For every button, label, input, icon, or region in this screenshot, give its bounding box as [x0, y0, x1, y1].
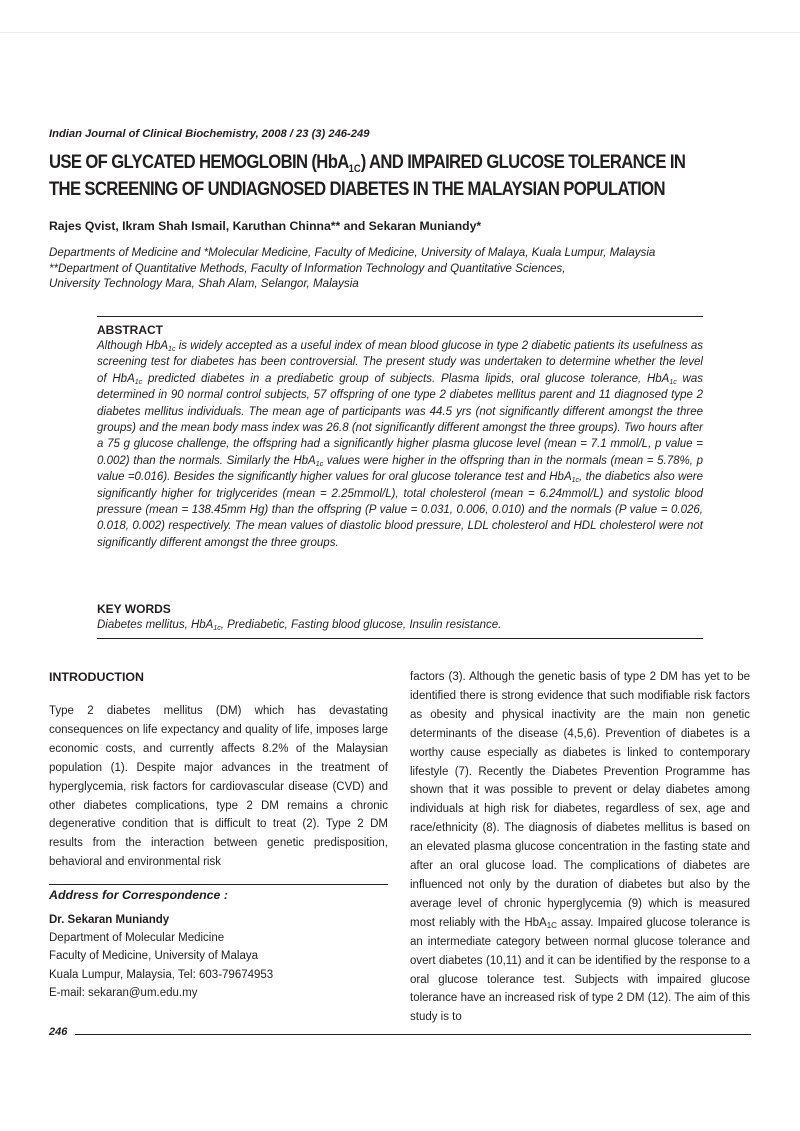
journal-citation: Indian Journal of Clinical Biochemistry, 2008 / 23 (3) 246-249 — [49, 128, 370, 140]
subscript: 1c — [315, 460, 324, 468]
abstract-fragment: Although HbA — [97, 340, 169, 352]
keywords-fragment: , Prediabetic, Fasting blood glucose, Insulin resistance. — [220, 619, 502, 631]
introduction-heading: INTRODUCTION — [49, 670, 144, 684]
affiliation-line: University Technology Mara, Shah Alam, Selangor, Malaysia — [49, 277, 359, 290]
abstract-top-rule — [97, 316, 703, 317]
abstract-fragment: , the diabetics also were significantly higher for triglycerides (mean = 2.25mmol/L), total cholesterol (mean = 6.24mmol/L) and systolic blood pressure (mean = 138.45mm Hg) than the offspring (P value = 0.031, 0.006, 0.010) and the normals (P value = 0.026, 0.018, 0.002) respectively. The mean values of diastolic blood pressure, LDL cholesterol and HDL cholesterol were not significantly different amongst the three groups. — [97, 471, 703, 549]
title-line-1 — [49, 150, 686, 177]
abstract-fragment: predicted diabetes in a prediabetic group of subjects. Plasma lipids, oral glucose tolerance, HbA — [142, 372, 670, 385]
address-line: Department of Molecular Medicine — [49, 932, 225, 945]
affiliation-line: Departments of Medicine and *Molecular Medicine, Faculty of Medicine, University of Malaya, Kuala Lumpur, Malaysia — [49, 246, 656, 259]
article-title — [49, 150, 686, 201]
correspondence-rule — [49, 884, 388, 885]
subscript: 1c — [134, 378, 143, 386]
subscript: 1c — [213, 625, 221, 632]
keywords-bottom-rule — [97, 638, 703, 639]
address-line: Faculty of Medicine, University of Malaya — [49, 950, 258, 963]
abstract-text — [97, 338, 703, 551]
title-text: USE OF GLYCATED HEMOGLOBIN (HbA — [49, 151, 349, 173]
subscript: 1c — [168, 346, 176, 353]
body-fragment: factors (3). Although the genetic basis of type 2 DM has yet to be identified there is strong evidence that such modifiable risk factors as obesity and physical inactivity are the main non genetic determinants of the disease (4,5,6). Prevention of diabetes is a worthy cause especially as diabetes is linked to contemporary lifestyle (7). Recently the Diabetes Prevention Programme has shown that it was possible to prevent or delay diabetes among individuals at high risk for diabetes, regardless of sex, age and race/ethnicity (8). The diagnosis of diabetes mellitus is based on an elevated plasma glucose concentration in the fasting state and after an oral glucose load. The complications of diabetes are influenced not only by the duration of diabetes but also by the average level of chronic hyperglycemia (9) which is measured most reliably with the HbA — [410, 671, 750, 929]
subscript: 1c — [669, 378, 677, 386]
top-border-line — [0, 32, 800, 33]
page-number: 246 — [49, 1026, 68, 1038]
body-fragment: assay. Impaired glucose tolerance is an intermediate category between normal glucose tolerance and overt diabetes (10,11) and it can be identified by the response to a oral glucose tolerance test. Subjects with impaired glucose tolerance have an increased risk of type 2 DM (12). The aim of this study is to — [410, 916, 750, 1024]
subscript: 1C — [546, 920, 557, 930]
title-subscript: 1C — [348, 163, 361, 175]
abstract-fragment: is widely accepted as a useful index of mean blood glucose in type 2 diabetic patients its usefulness as screening test for diabetes has been controversial. The present study was undertaken to determine whether the level of HbA — [97, 340, 703, 385]
email-line: E-mail: sekaran@um.edu.my — [49, 986, 198, 999]
keywords-heading: KEY WORDS — [97, 602, 171, 616]
abstract-heading: ABSTRACT — [97, 323, 163, 337]
correspondence-heading: Address for Correspondence : — [49, 888, 229, 902]
keywords-text — [97, 619, 501, 631]
abstract-fragment: values were higher in the offspring than in the normals (mean = 5.78%, p value =0.016). Besides the significantly higher values for oral glucose tolerance test and HbA — [97, 454, 703, 484]
subscript: 1c — [571, 477, 580, 485]
keywords-fragment: Diabetes mellitus, HbA — [97, 619, 214, 631]
title-line-2: THE SCREENING OF UNDIAGNOSED DIABETES IN THE MALAYSIAN POPULATION — [49, 178, 665, 200]
author-list: Rajes Qvist, Ikram Shah Ismail, Karuthan Chinna** and Sekaran Muniandy* — [49, 219, 482, 233]
affiliation-line: **Department of Quantitative Methods, Faculty of Information Technology and Quantitative Sciences, — [49, 261, 566, 275]
introduction-right-column — [410, 668, 750, 1027]
correspondence-address — [49, 911, 273, 1002]
abstract-fragment: was determined in 90 normal control subjects, 57 offspring of one type 2 diabetes mellitus parent and 11 diagnosed type 2 diabetes mellitus individuals. The mean age of participants was 44.5 yrs (not significantly different amongst the three groups) and the mean body mass index was 26.8 (not significantly different amongst the three groups). Two hours after a 75 g glucose challenge, the offspring had a significantly higher plasma glucose level (mean = 7.1 mmol/L, p value = 0.002) than the normals. Similarly the HbA — [97, 372, 703, 467]
address-line: Kuala Lumpur, Malaysia, Tel: 603-79674953 — [49, 968, 274, 981]
introduction-left-column: Type 2 diabetes mellitus (DM) which has devastating consequences on life expectancy and quality of life, imposes large economic costs, and currently affects 8.2% of the Malaysian population (1). Despite major advances in the treatment of hyperglycemia, risk factors for cardiovascular disease (CVD) and other diabetes complications, type 2 DM remains a chronic degenerative condition that is difficult to treat (2). Type 2 DM results from the interaction between genetic predisposition, behavioral and environmental risk — [49, 705, 388, 869]
correspondence-name: Dr. Sekaran Muniandy — [49, 914, 170, 926]
affiliations — [49, 245, 655, 292]
footer-rule — [75, 1034, 751, 1035]
title-text: ) AND IMPAIRED GLUCOSE TOLERANCE IN — [360, 151, 686, 173]
